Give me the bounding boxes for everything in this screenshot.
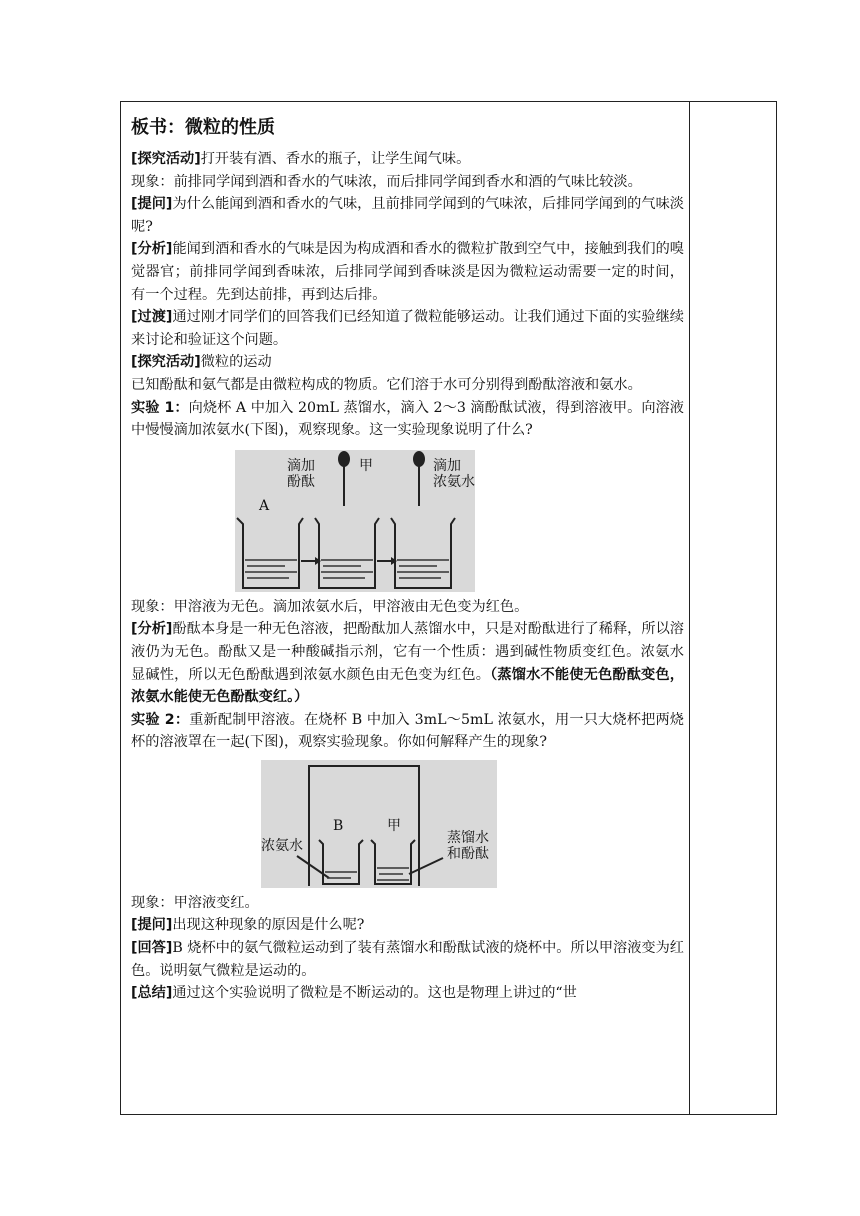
- paragraph-question-2: [131, 914, 684, 937]
- paragraph-experiment-2: [131, 709, 684, 754]
- tag-experiment-2: 实验 2：: [131, 711, 190, 728]
- paragraph-question: [131, 193, 684, 238]
- activity-text: 打开装有酒、香水的瓶子，让学生闻气味。: [200, 151, 471, 167]
- tag-activity-2: [探究活动]: [131, 354, 201, 371]
- label-concentrated-ammonia: 浓氨水: [261, 837, 303, 854]
- label-beaker-jia: 甲: [387, 817, 401, 834]
- label-solution-jia: 甲: [359, 457, 373, 474]
- activity-2-text: 微粒的运动: [200, 354, 272, 371]
- paragraph-experiment-1: [131, 397, 684, 442]
- paragraph-phenomenon-3: 现象：甲溶液变红。: [131, 894, 259, 911]
- experiment-2-text: 重新配制甲溶液。在烧杯 B 中加入 3mL～5mL 浓氨水，用一只大烧杯把两烧杯的溶液罩在一起(下图)，观察实验现象。你如何解释产生的现象?: [131, 711, 684, 751]
- paragraph-analysis-2: [131, 618, 684, 708]
- tag-analysis-2: [分析]: [131, 621, 173, 638]
- tag-question-2: [提问]: [131, 917, 173, 934]
- tag-question: [提问]: [131, 196, 173, 213]
- lesson-table: [120, 101, 777, 1115]
- paragraph-known: 已知酚酞和氨气都是由微粒构成的物质。它们溶于水可分别得到酚酞溶液和氨水。: [131, 376, 642, 393]
- lesson-content: [131, 112, 684, 1005]
- board-title: 板书：微粒的性质: [131, 117, 275, 138]
- column-divider: [689, 102, 690, 1114]
- experiment-1-text: 向烧杯 A 中加入 20mL 蒸馏水，滴入 2～3 滴酚酞试液，得到溶液甲。向溶液中慢慢滴加浓氨水(下图)，观察现象。这一实验现象说明了什么?: [131, 399, 684, 439]
- paragraph-answer: [131, 937, 684, 982]
- label-beaker-b: B: [333, 817, 344, 834]
- tag-experiment-1: 实验 1：: [131, 399, 189, 416]
- experiment-2-drawing: [261, 760, 497, 888]
- analysis-2-conclusion: （蒸馏水不能使无色酚酞变色，浓氨水能使无色酚酞变红。）: [131, 666, 684, 706]
- summary-text: 通过这个实验说明了微粒是不断运动的。这也是物理上讲过的“世: [172, 985, 577, 1002]
- answer-text: B 烧杯中的氨气微粒运动到了装有蒸馏水和酚酞试液的烧杯中。所以甲溶液变为红色。说明氨气微粒是运动的。: [131, 940, 684, 979]
- paragraph-phenomenon-2: 现象：甲溶液为无色。滴加浓氨水后，甲溶液由无色变为红色。: [131, 598, 529, 615]
- paragraph-transition: [131, 306, 684, 351]
- transition-text: 通过刚才同学们的回答我们已经知道了微粒能够运动。让我们通过下面的实验继续来讨论和验证这个问题。: [131, 309, 684, 348]
- figure-experiment-2: [261, 760, 497, 888]
- paragraph-activity: [131, 148, 684, 171]
- question-2-text: 出现这种现象的原因是什么呢?: [172, 917, 365, 934]
- figure-experiment-1: [235, 450, 475, 592]
- analysis-2-text: 酚酞本身是一种无色溶液，把酚酞加人蒸馏水中，只是对酚酞进行了稀释，所以溶液仍为无色。酚酞又是一种酸碱指示剂，它有一个性质：遇到碱性物质变红色。浓氨水显碱性，所以无色酚酞遇到浓氨水颜色由无色变为红色。: [131, 621, 684, 683]
- label-beaker-a: A: [259, 497, 270, 514]
- tag-transition: [过渡]: [131, 309, 173, 326]
- paragraph-summary: [131, 982, 684, 1005]
- tag-activity: [探究活动]: [131, 151, 201, 167]
- tag-summary: [总结]: [131, 985, 173, 1002]
- paragraph-analysis: [131, 238, 684, 306]
- label-add-phenolphthalein: 滴加 酚酞: [287, 457, 315, 490]
- question-text: 为什么能闻到酒和香水的气味，且前排同学闻到的气味浓，后排同学闻到的气味淡呢?: [131, 196, 684, 235]
- label-water-and-phenolphthalein: 蒸馏水 和酚酞: [447, 829, 489, 862]
- tag-answer: [回答]: [131, 940, 173, 957]
- tag-analysis: [分析]: [131, 241, 173, 258]
- analysis-text: 能闻到酒和香水的气味是因为构成酒和香水的微粒扩散到空气中，接触到我们的嗅觉器官；前排同学闻到香味浓，后排同学闻到香味淡是因为微粒运动需要一定的时间，有一个过程。先到达前排，再到达后排。: [131, 241, 684, 303]
- paragraph-activity-2: [131, 351, 684, 374]
- paragraph-phenomenon: 现象：前排同学闻到酒和香水的气味浓，而后排同学闻到香水和酒的气味比较淡。: [131, 173, 642, 190]
- label-add-ammonia: 滴加 浓氨水: [433, 457, 475, 490]
